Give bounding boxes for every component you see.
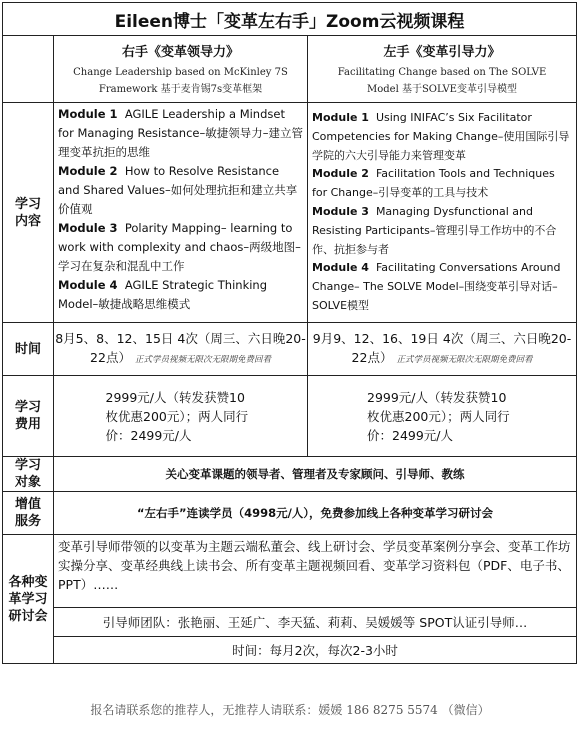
left-module-item: Module 3 Polarity Mapping– learning to work with complexity and chaos–两级地图–学习在复杂和混乱中工作	[58, 221, 301, 273]
right-module-item: Module 2 Facilitation Tools and Techniques for Change–引导变革的工具与技术	[312, 167, 555, 200]
right-time	[308, 323, 577, 376]
left-module-item: Module 4 AGILE Strategic Thinking Model–敏捷战略思维模式	[58, 278, 268, 311]
left-module-item: Module 1 AGILE Leadership a Mindset for Managing Resistance–敏捷领导力–建立管理变革抗拒的思维	[58, 107, 303, 159]
left-course-subtitle-1: Change Leadership based on McKinley 7S	[73, 66, 288, 78]
value-text: “左右手”连读学员（4998元/人），免费参加线上各种变革学习研讨会	[54, 492, 577, 535]
course-table	[2, 2, 577, 664]
left-modules	[54, 103, 308, 323]
content-label: 学习内容	[3, 103, 54, 323]
seminar-description: 变革引导师带领的以变革为主题云端私董会、线上研讨会、学员变革案例分享会、变革工作坊实操分享、变革经典线上读书会、所有变革主题视频回看、变革学习资料包（PDF、电子书、PPT）……	[54, 535, 577, 608]
right-module-item: Module 4 Facilitating Conversations Around Change– The SOLVE Model–围绕变革引导对话–SOLVE模型	[312, 261, 561, 312]
left-course-header	[54, 36, 308, 103]
header-blank-cell	[3, 36, 54, 103]
fee-label: 学习费用	[3, 376, 54, 457]
value-label: 增值服务	[3, 492, 54, 535]
left-fee: 2999元/人（转发获赞10枚优惠200元）；两人同行价：2499元/人	[54, 376, 308, 457]
left-course-subtitle-2: Framework 基于麦肯锡7s变革框架	[98, 83, 263, 95]
right-module-item: Module 1 Using INIFAC’s Six Facilitator Competencies for Making Change–使用国际引导学院的六大引导能力来管理变革	[312, 111, 570, 162]
right-course-subtitle-2: Model 基于SOLVE变革引导模型	[367, 83, 517, 95]
audience-text: 关心变革课题的领导者、管理者及专家顾问、引导师、教练	[54, 457, 577, 492]
audience-label: 学习对象	[3, 457, 54, 492]
seminar-time: 时间：每月2次，每次2-3小时	[54, 637, 577, 664]
right-course-subtitle-1: Facilitating Change based on The SOLVE	[337, 66, 547, 78]
right-module-item: Module 3 Managing Dysfunctional and Resisting Participants–管理引导工作坊中的不合作、抗拒参与者	[312, 204, 557, 256]
right-time-main: 9月9、12、16、19日 4次（周三、六日晚20-22点）	[312, 330, 572, 365]
left-time-note: 正式学员视频无限次无限期免费回看	[134, 354, 271, 365]
left-course-name: 右手《变革领导力》	[121, 44, 239, 60]
left-time	[54, 323, 308, 376]
page-title: Eileen博士「变革左右手」Zoom云视频课程	[3, 3, 577, 36]
contact-footer: 报名请联系您的推荐人，无推荐人请联系：媛媛 186 8275 5574 （微信）	[90, 703, 490, 717]
left-module-item: Module 2 How to Resolve Resistance and Shared Values–如何处理抗拒和建立共享价值观	[58, 164, 298, 216]
time-label: 时间	[3, 323, 54, 376]
right-modules	[308, 103, 577, 323]
left-time-main: 8月5、8、12、15日 4次（周三、六日晚20-22点）	[55, 330, 306, 365]
right-time-note: 正式学员视频无限次无限期免费回看	[396, 354, 533, 365]
right-course-name: 左手《变革引导力》	[383, 44, 501, 60]
right-fee: 2999元/人（转发获赞10枚优惠200元）；两人同行价：2499元/人	[308, 376, 577, 457]
seminar-label: 各种变革学习研讨会	[3, 535, 54, 664]
seminar-team: 引导师团队：张艳丽、王延广、李天猛、莉莉、吴媛媛等 SPOT认证引导师…	[54, 608, 577, 637]
right-course-header	[308, 36, 577, 103]
